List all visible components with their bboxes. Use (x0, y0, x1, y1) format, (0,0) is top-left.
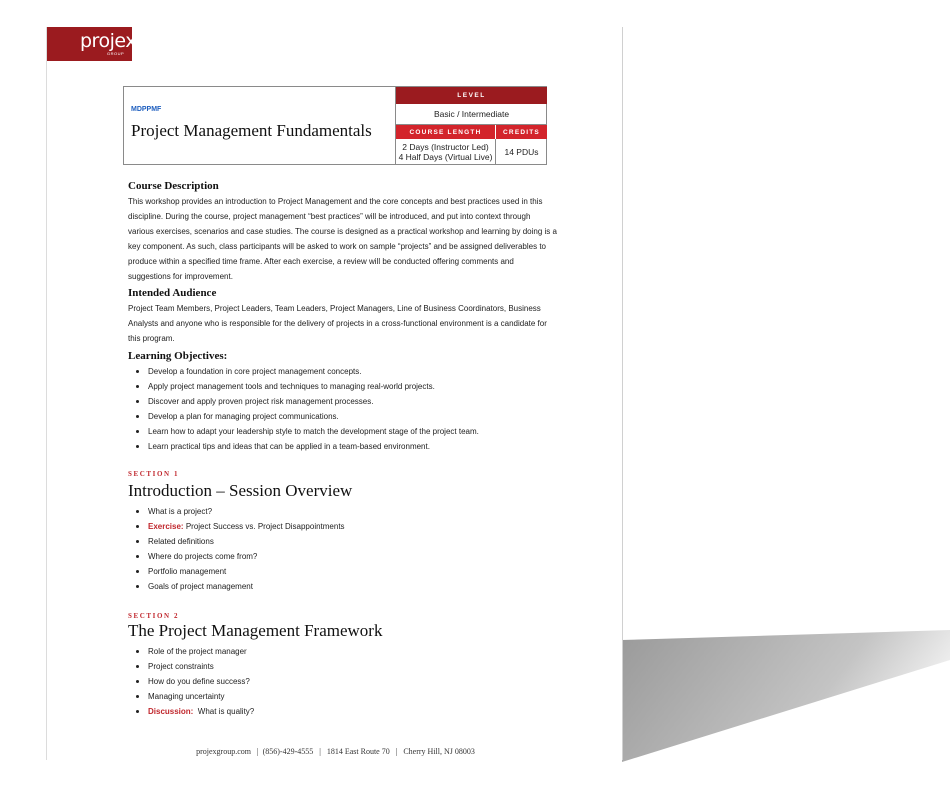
list-item: How do you define success? (128, 674, 254, 689)
course-code: MDPPMF (131, 106, 162, 113)
list-item: Develop a plan for managing project communications. (128, 409, 479, 424)
list-item: Project constraints (128, 659, 254, 674)
course-title: Project Management Fundamentals (131, 121, 372, 140)
page-footer: projexgroup.com | (856)-429-4555 | 1814 East Route 70 | Cherry Hill, NJ 08003 (196, 747, 475, 756)
audience-text: Project Team Members, Project Leaders, Team Leaders, Project Managers, Line of Business Coordinators, Business Analysts and anyone who is responsible for the delivery of projects in a cross-functional environment is a candidate for this program. (128, 304, 547, 343)
list-item: Develop a foundation in core project management concepts. (128, 364, 479, 379)
list-item: Goals of project management (128, 579, 345, 594)
list-item: Managing uncertainty (128, 689, 254, 704)
list-item: Discussion: What is quality? (128, 704, 254, 719)
section-2-title: The Project Management Framework (128, 621, 383, 640)
projex-logo (47, 27, 136, 61)
section-2-list (128, 644, 254, 719)
course-length-label: COURSE LENGTH (396, 125, 496, 139)
exercise-tag: Exercise: (148, 522, 184, 531)
list-item: Related definitions (128, 534, 345, 549)
course-length-line1: 2 Days (Instructor Led) (402, 142, 489, 152)
list-item: Discover and apply proven project risk management processes. (128, 394, 479, 409)
course-length-line2: 4 Half Days (Virtual Live) (398, 152, 493, 162)
document-page (46, 27, 623, 760)
list-item: Where do projects come from? (128, 549, 345, 564)
description-heading: Course Description (128, 180, 219, 192)
list-item: Learn how to adapt your leadership style to match the development stage of the project team. (128, 424, 479, 439)
level-label: LEVEL (396, 87, 547, 104)
list-item: What is a project? (128, 504, 345, 519)
logo-text: projex (80, 30, 136, 52)
level-value: Basic / Intermediate (396, 104, 547, 125)
section-1-title: Introduction – Session Overview (128, 481, 353, 500)
list-item: Role of the project manager (128, 644, 254, 659)
course-header-box (123, 86, 547, 165)
credits-label: CREDITS (496, 125, 547, 139)
course-info-table (395, 87, 547, 165)
audience-heading: Intended Audience (128, 287, 217, 299)
section-2-label: SECTION 2 (128, 612, 180, 620)
list-item: Apply project management tools and techniques to managing real-world projects. (128, 379, 479, 394)
course-length-value (396, 139, 496, 165)
logo-sub: GROUP (107, 51, 125, 56)
description-text: This workshop provides an introduction to Project Management and the core concepts and best practices used in this discipline. During the course, project management “best practices” will be introduced, and put into context through various exercises, scenarios and case studies. The course is designed as a practical workshop and learning by doing is a key component. As such, class participants will be asked to work on sample “projects” and be assigned deliverables to produce within a specified time frame. After each exercise, a review will be conducted offering comments and suggestions for improvement. (128, 197, 557, 281)
objectives-heading: Learning Objectives: (128, 350, 228, 362)
list-item: Exercise: Project Success vs. Project Disappointments (128, 519, 345, 534)
section-1-list (128, 504, 345, 594)
credits-value: 14 PDUs (504, 147, 539, 157)
list-item: Learn practical tips and ideas that can be applied in a team-based environment. (128, 439, 479, 454)
objectives-list (128, 364, 479, 454)
list-item: Portfolio management (128, 564, 345, 579)
discussion-tag: Discussion: (148, 707, 194, 716)
section-1-label: SECTION 1 (128, 470, 180, 478)
